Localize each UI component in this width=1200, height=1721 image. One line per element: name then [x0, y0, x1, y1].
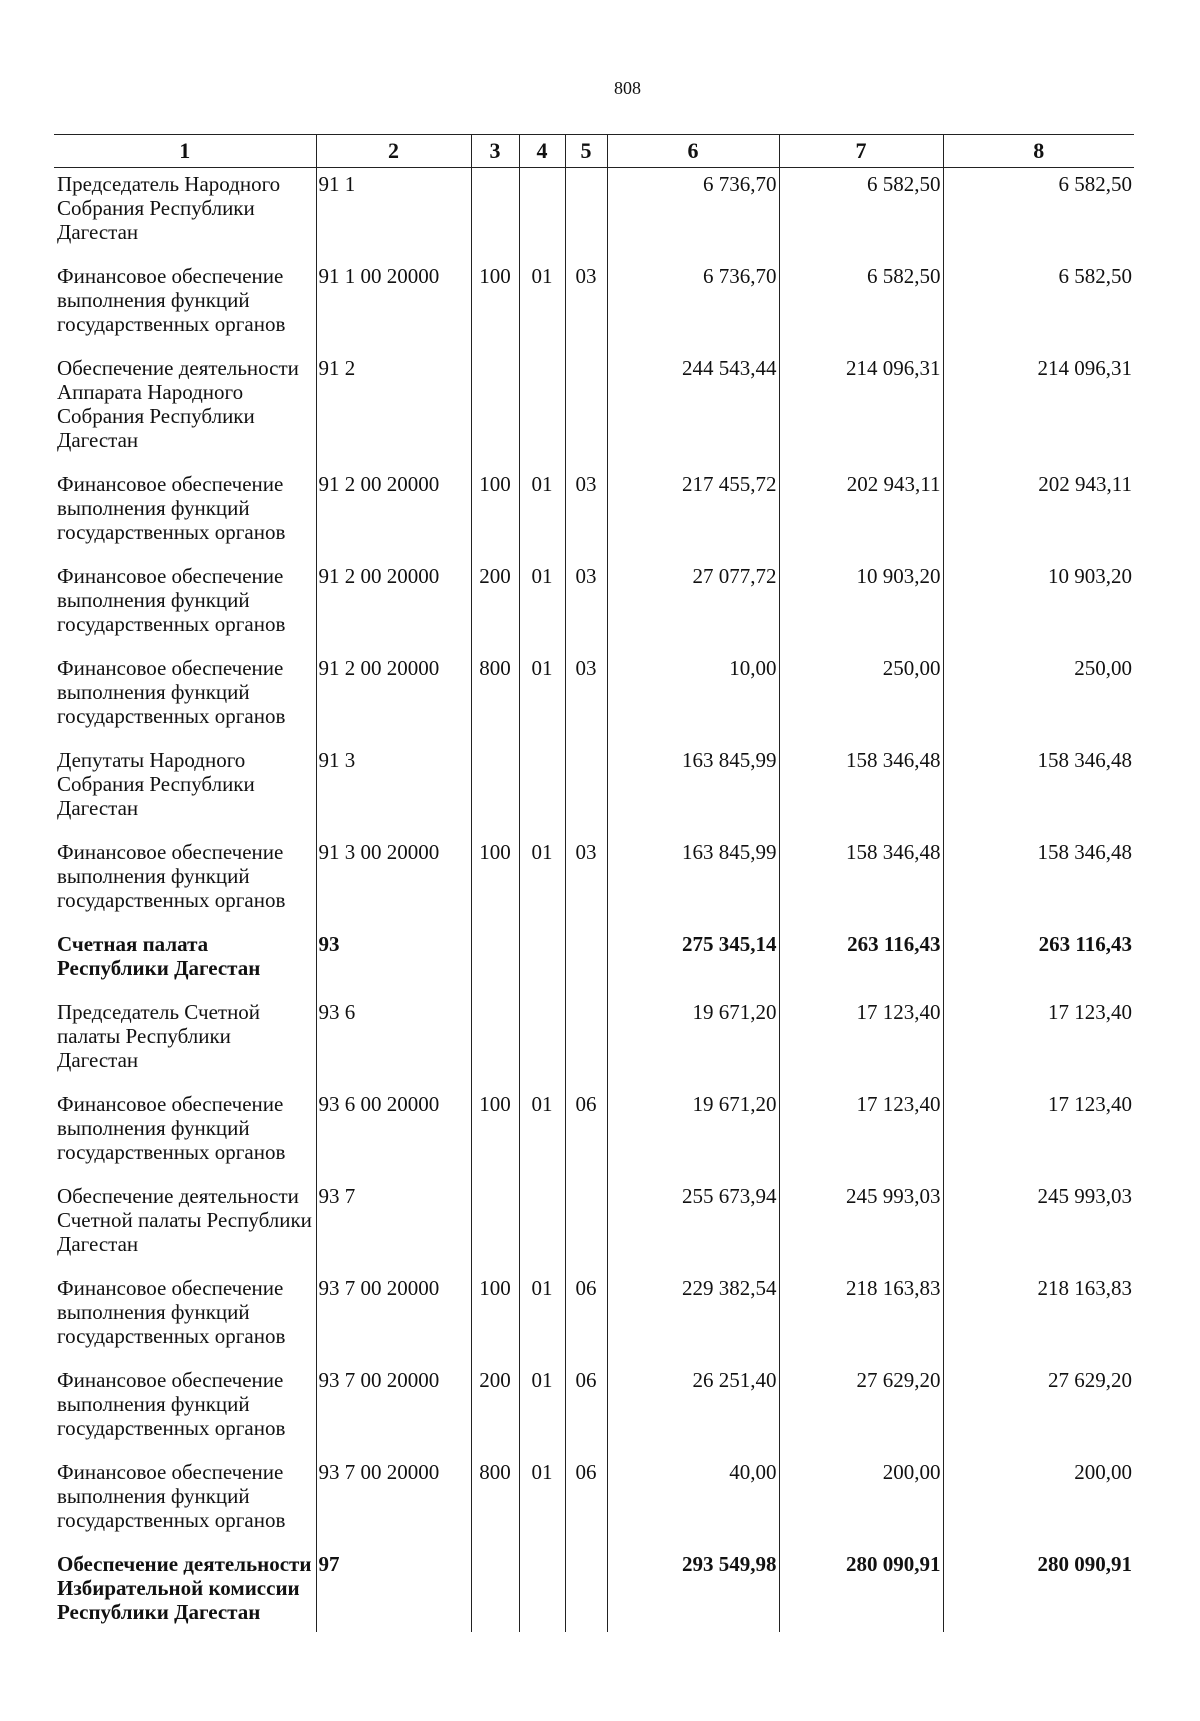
- item-col5: [565, 928, 607, 996]
- item-code: 91 2: [316, 352, 471, 468]
- column-header: 3: [471, 135, 519, 168]
- item-code: 93 6: [316, 996, 471, 1088]
- item-col3: 800: [471, 1456, 519, 1548]
- item-name: Депутаты Народного Собрания Республики Дагестан: [54, 744, 316, 836]
- item-value-col6: 229 382,54: [607, 1272, 779, 1364]
- item-value-col7: 200,00: [779, 1456, 943, 1548]
- item-value-col7: 280 090,91: [779, 1548, 943, 1632]
- item-value-col7: 6 582,50: [779, 168, 943, 261]
- item-col3: 100: [471, 1088, 519, 1180]
- table-row: [54, 996, 1134, 1088]
- table-row: [54, 1272, 1134, 1364]
- item-value-col6: 163 845,99: [607, 836, 779, 928]
- item-col4: [519, 744, 565, 836]
- item-code: 91 1: [316, 168, 471, 261]
- item-col3: 100: [471, 468, 519, 560]
- item-col3: [471, 928, 519, 996]
- item-col5: 06: [565, 1456, 607, 1548]
- item-col4: 01: [519, 1088, 565, 1180]
- item-value-col6: 217 455,72: [607, 468, 779, 560]
- item-code: 93: [316, 928, 471, 996]
- item-col4: 01: [519, 468, 565, 560]
- item-value-col7: 245 993,03: [779, 1180, 943, 1272]
- item-value-col8: 10 903,20: [943, 560, 1134, 652]
- item-col3: 200: [471, 1364, 519, 1456]
- table-row: [54, 1180, 1134, 1272]
- item-col3: [471, 744, 519, 836]
- column-header: 7: [779, 135, 943, 168]
- table-body: [54, 168, 1134, 1633]
- item-code: 93 7 00 20000: [316, 1456, 471, 1548]
- item-col4: [519, 928, 565, 996]
- item-code: 91 2 00 20000: [316, 560, 471, 652]
- column-header: 8: [943, 135, 1134, 168]
- item-code: 91 1 00 20000: [316, 260, 471, 352]
- item-name: Финансовое обеспечение выполнения функций государственных органов: [54, 1456, 316, 1548]
- item-col5: 03: [565, 468, 607, 560]
- table-row: [54, 168, 1134, 261]
- item-value-col6: 6 736,70: [607, 168, 779, 261]
- item-col4: 01: [519, 1456, 565, 1548]
- item-value-col8: 245 993,03: [943, 1180, 1134, 1272]
- item-name: Председатель Народного Собрания Республики Дагестан: [54, 168, 316, 261]
- table-row: [54, 260, 1134, 352]
- item-value-col6: 244 543,44: [607, 352, 779, 468]
- item-value-col8: 214 096,31: [943, 352, 1134, 468]
- item-col5: [565, 168, 607, 261]
- item-col5: [565, 1548, 607, 1632]
- item-col4: [519, 1180, 565, 1272]
- item-value-col8: 27 629,20: [943, 1364, 1134, 1456]
- item-col4: 01: [519, 1364, 565, 1456]
- item-name: Финансовое обеспечение выполнения функций государственных органов: [54, 1088, 316, 1180]
- item-value-col8: 6 582,50: [943, 168, 1134, 261]
- item-name: Председатель Счетной палаты Республики Дагестан: [54, 996, 316, 1088]
- table-row: [54, 928, 1134, 996]
- item-name: Обеспечение деятельности Аппарата Народного Собрания Республики Дагестан: [54, 352, 316, 468]
- item-value-col8: 17 123,40: [943, 996, 1134, 1088]
- column-header: 4: [519, 135, 565, 168]
- item-value-col6: 163 845,99: [607, 744, 779, 836]
- item-value-col8: 280 090,91: [943, 1548, 1134, 1632]
- item-value-col8: 158 346,48: [943, 836, 1134, 928]
- column-header: 6: [607, 135, 779, 168]
- item-col5: [565, 352, 607, 468]
- item-value-col7: 17 123,40: [779, 1088, 943, 1180]
- item-col5: 03: [565, 652, 607, 744]
- item-value-col7: 17 123,40: [779, 996, 943, 1088]
- table-row: [54, 1548, 1134, 1632]
- item-col3: [471, 1180, 519, 1272]
- item-value-col7: 250,00: [779, 652, 943, 744]
- item-col3: 100: [471, 260, 519, 352]
- item-col4: [519, 168, 565, 261]
- item-code: 93 7: [316, 1180, 471, 1272]
- item-value-col6: 26 251,40: [607, 1364, 779, 1456]
- header-row: [54, 135, 1134, 168]
- table-row: [54, 1364, 1134, 1456]
- item-value-col6: 6 736,70: [607, 260, 779, 352]
- table-row: [54, 352, 1134, 468]
- table-row: [54, 468, 1134, 560]
- item-value-col7: 202 943,11: [779, 468, 943, 560]
- item-name: Счетная палата Республики Дагестан: [54, 928, 316, 996]
- item-col3: [471, 168, 519, 261]
- item-code: 93 6 00 20000: [316, 1088, 471, 1180]
- item-value-col6: 293 549,98: [607, 1548, 779, 1632]
- item-col5: [565, 996, 607, 1088]
- item-col3: 800: [471, 652, 519, 744]
- item-value-col8: 6 582,50: [943, 260, 1134, 352]
- item-value-col6: 40,00: [607, 1456, 779, 1548]
- item-value-col7: 27 629,20: [779, 1364, 943, 1456]
- item-value-col8: 202 943,11: [943, 468, 1134, 560]
- column-header: 2: [316, 135, 471, 168]
- item-value-col7: 263 116,43: [779, 928, 943, 996]
- column-header: 1: [54, 135, 316, 168]
- item-name: Обеспечение деятельности Счетной палаты Республики Дагестан: [54, 1180, 316, 1272]
- item-name: Финансовое обеспечение выполнения функций государственных органов: [54, 1364, 316, 1456]
- item-col4: 01: [519, 260, 565, 352]
- item-col4: 01: [519, 836, 565, 928]
- item-code: 91 3 00 20000: [316, 836, 471, 928]
- item-code: 91 2 00 20000: [316, 652, 471, 744]
- item-code: 93 7 00 20000: [316, 1364, 471, 1456]
- budget-table: [54, 134, 1134, 1632]
- item-code: 93 7 00 20000: [316, 1272, 471, 1364]
- item-name: Финансовое обеспечение выполнения функций государственных органов: [54, 836, 316, 928]
- item-col3: [471, 996, 519, 1088]
- item-col5: [565, 1180, 607, 1272]
- item-col5: 03: [565, 836, 607, 928]
- item-value-col6: 255 673,94: [607, 1180, 779, 1272]
- item-name: Финансовое обеспечение выполнения функций государственных органов: [54, 260, 316, 352]
- item-value-col7: 218 163,83: [779, 1272, 943, 1364]
- item-col5: 03: [565, 560, 607, 652]
- item-value-col6: 275 345,14: [607, 928, 779, 996]
- item-code: 91 3: [316, 744, 471, 836]
- item-value-col6: 19 671,20: [607, 1088, 779, 1180]
- item-col4: [519, 1548, 565, 1632]
- item-col4: 01: [519, 1272, 565, 1364]
- column-header: 5: [565, 135, 607, 168]
- item-value-col8: 158 346,48: [943, 744, 1134, 836]
- item-code: 97: [316, 1548, 471, 1632]
- item-col3: [471, 352, 519, 468]
- page-number: 808: [614, 78, 641, 98]
- item-col5: 06: [565, 1088, 607, 1180]
- item-value-col8: 263 116,43: [943, 928, 1134, 996]
- item-col4: [519, 996, 565, 1088]
- item-name: Обеспечение деятельности Избирательной комиссии Республики Дагестан: [54, 1548, 316, 1632]
- item-value-col6: 10,00: [607, 652, 779, 744]
- item-value-col6: 19 671,20: [607, 996, 779, 1088]
- item-value-col7: 6 582,50: [779, 260, 943, 352]
- item-col3: [471, 1548, 519, 1632]
- item-value-col8: 17 123,40: [943, 1088, 1134, 1180]
- item-col5: 06: [565, 1272, 607, 1364]
- item-value-col6: 27 077,72: [607, 560, 779, 652]
- table-row: [54, 560, 1134, 652]
- table-row: [54, 744, 1134, 836]
- item-col3: 100: [471, 836, 519, 928]
- item-name: Финансовое обеспечение выполнения функций государственных органов: [54, 652, 316, 744]
- item-col4: 01: [519, 652, 565, 744]
- table-row: [54, 836, 1134, 928]
- item-code: 91 2 00 20000: [316, 468, 471, 560]
- item-value-col7: 158 346,48: [779, 836, 943, 928]
- item-col4: [519, 352, 565, 468]
- item-col5: 06: [565, 1364, 607, 1456]
- item-col3: 100: [471, 1272, 519, 1364]
- item-col5: 03: [565, 260, 607, 352]
- item-value-col8: 250,00: [943, 652, 1134, 744]
- item-value-col8: 218 163,83: [943, 1272, 1134, 1364]
- item-name: Финансовое обеспечение выполнения функций государственных органов: [54, 468, 316, 560]
- table-row: [54, 652, 1134, 744]
- item-value-col7: 214 096,31: [779, 352, 943, 468]
- item-col3: 200: [471, 560, 519, 652]
- table-row: [54, 1088, 1134, 1180]
- item-value-col7: 158 346,48: [779, 744, 943, 836]
- item-value-col7: 10 903,20: [779, 560, 943, 652]
- item-col5: [565, 744, 607, 836]
- item-name: Финансовое обеспечение выполнения функций государственных органов: [54, 560, 316, 652]
- item-value-col8: 200,00: [943, 1456, 1134, 1548]
- item-name: Финансовое обеспечение выполнения функций государственных органов: [54, 1272, 316, 1364]
- table-row: [54, 1456, 1134, 1548]
- item-col4: 01: [519, 560, 565, 652]
